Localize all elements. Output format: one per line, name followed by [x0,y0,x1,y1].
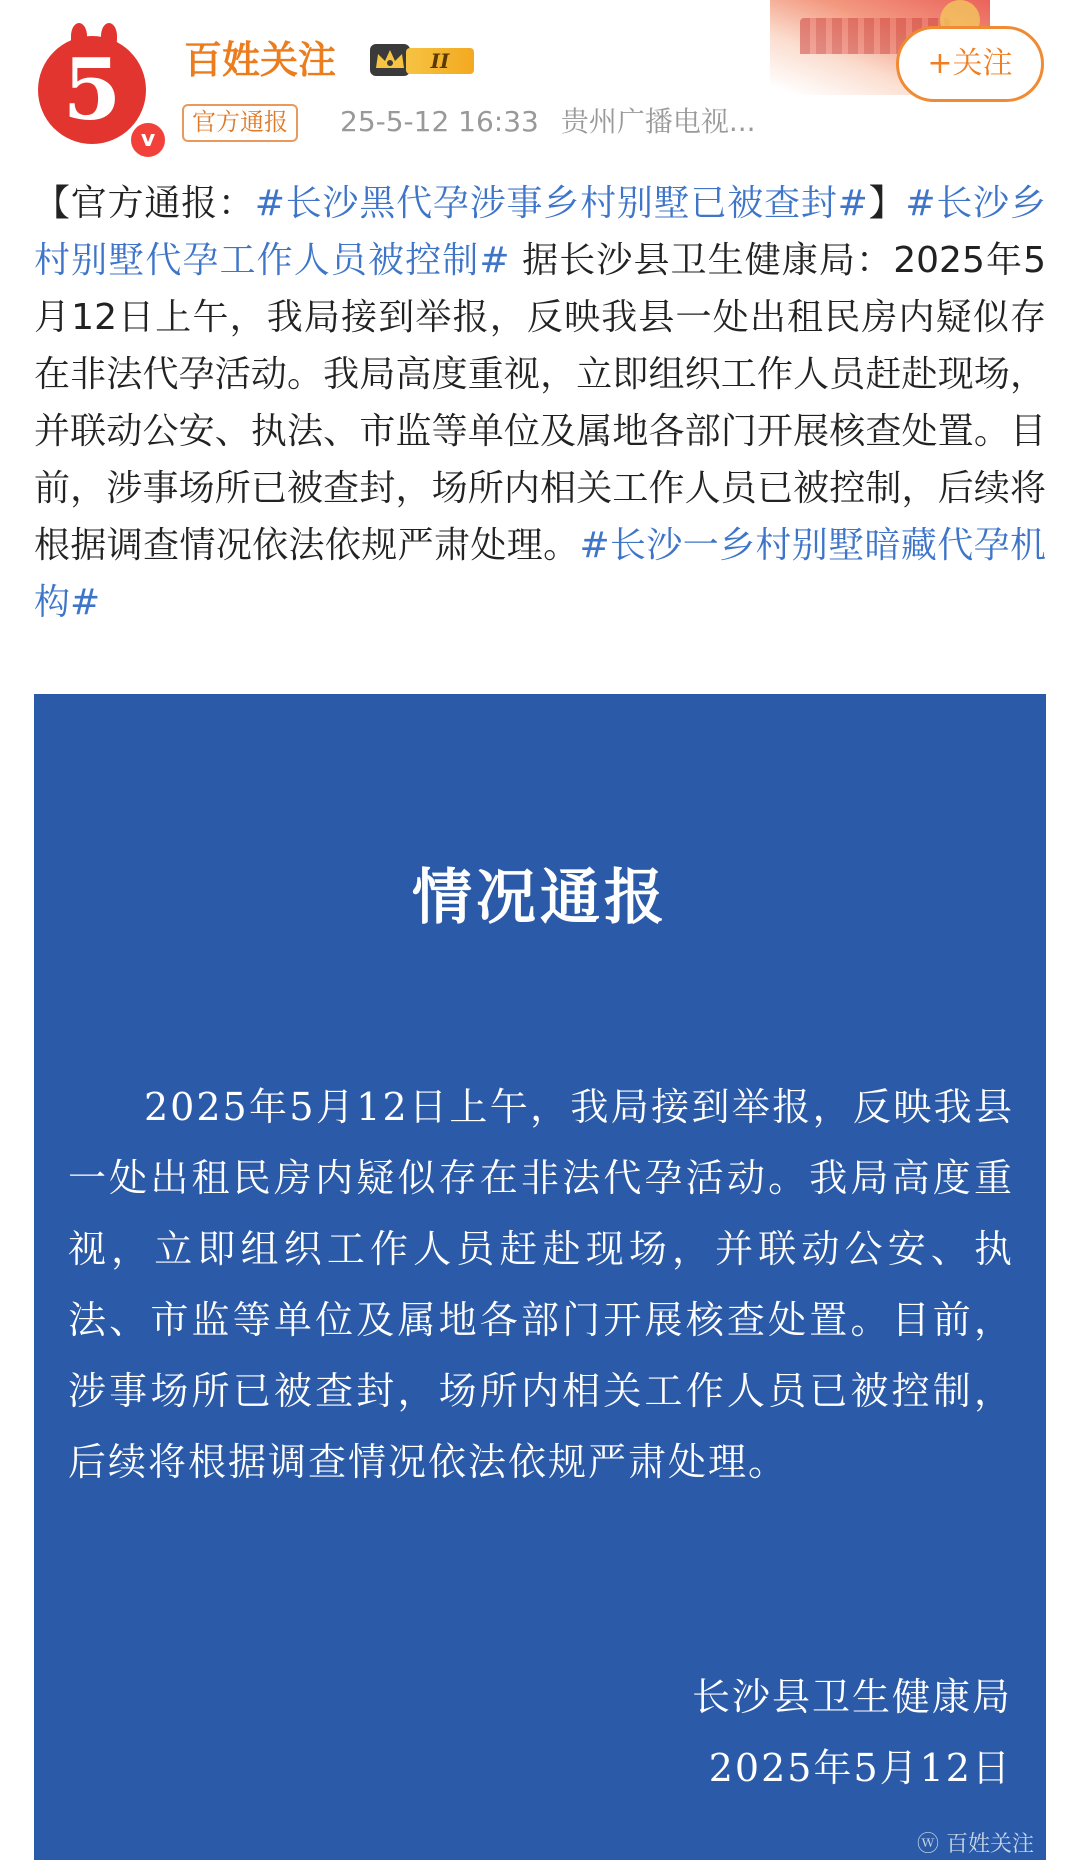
notice-body: 2025年5月12日上午，我局接到举报，反映我县一处出租民房内疑似存在非法代孕活动。我局高度重视，立即组织工作人员赶赴现场，并联动公安、执法、市监等单位及属地各部门开展核查处置。目前，涉事场所已被查封，场所内相关工作人员已被控制，后续将根据调查情况依法依规严肃处理。 [68,1085,1014,1484]
post-publisher[interactable]: 贵州广播电视... [560,105,756,138]
post-text [34,175,1046,631]
notice-date: 2025年5月12日 [708,1746,1012,1790]
hashtag-link[interactable]: #长沙一乡村别墅暗藏代孕机构# [34,525,1046,623]
username[interactable]: 百姓关注 [184,38,337,82]
image-watermark: ⓦ 百姓关注 [916,1832,1034,1857]
notice-title: 情况通报 [412,863,668,933]
hashtag-link[interactable]: #长沙黑代孕涉事乡村别墅已被查封# [254,183,868,224]
notice-issuer: 长沙县卫生健康局 [691,1675,1012,1719]
follow-button[interactable]: +关注 [896,26,1044,102]
level-number: II [406,48,474,74]
hashtag-link[interactable]: #长沙乡村别墅代孕工作人员被控制# [34,183,1046,281]
level-badge[interactable] [370,42,476,78]
avatar-logo [38,36,146,144]
watermark-text: 百姓关注 [945,1832,1034,1857]
avatar[interactable] [34,28,156,152]
notice-image[interactable] [34,694,1046,1860]
post-meta [340,104,778,140]
crown-icon [370,44,410,76]
post-prefix: 【官方通报： [34,183,255,224]
avatar-logo-glyph: 5 [62,40,122,139]
notice-signature [692,1662,1012,1804]
post-content: 据长沙县卫生健康局：2025年5月12日上午，我局接到举报，反映我县一处出租民房内疑似存在非法代孕活动。我局高度重视，立即组织工作人员赶赴现场，并联动公安、执法、市监等单位及属地各部门开展核查处置。目前，涉事场所已被查封，场所内相关工作人员已被控制，后续将根据调查情况依法依规严肃处理。 [34,240,1046,566]
verified-v-icon: v [128,120,168,160]
post-bracket: 】 [867,183,906,224]
source-tag[interactable]: 官方通报 [182,104,298,142]
post-timestamp: 25-5-12 16:33 [340,105,539,138]
